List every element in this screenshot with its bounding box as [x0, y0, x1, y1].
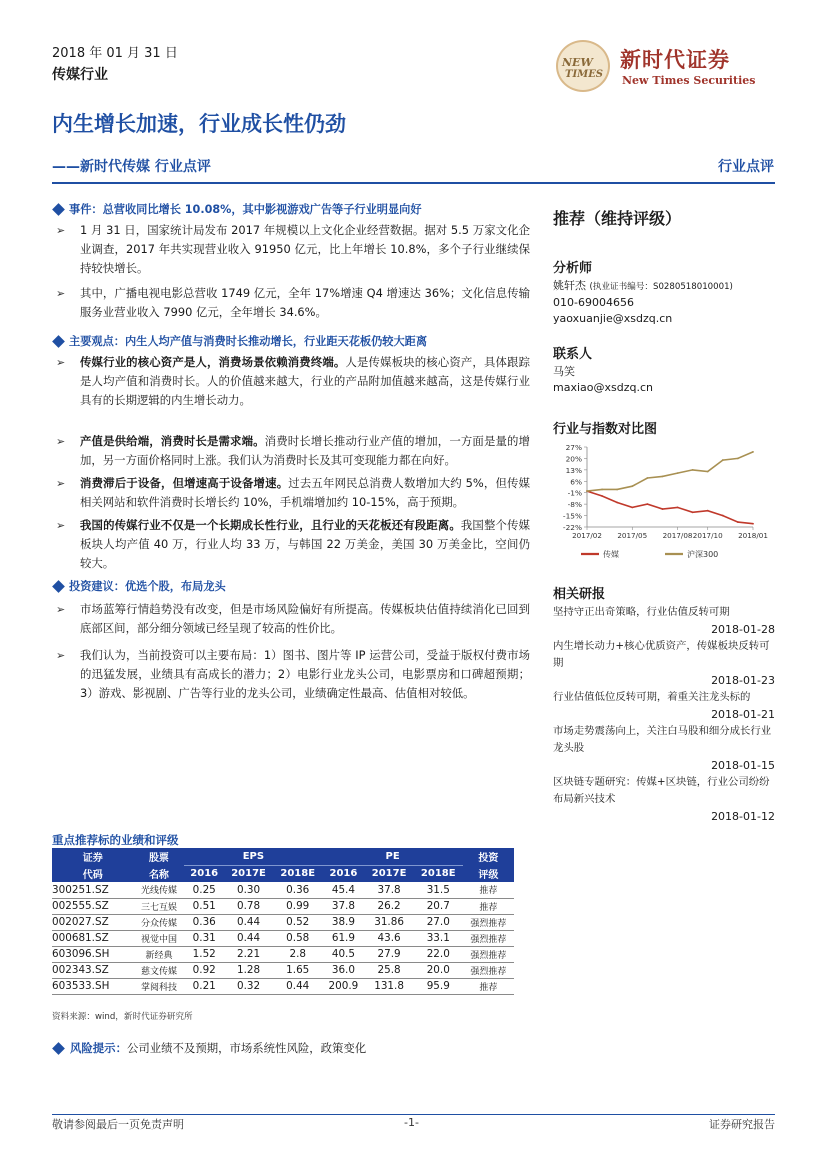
chart-x-tick-label: 2017/02 [572, 531, 602, 540]
column-header-cell: 2017E [224, 865, 273, 882]
table-cell: 22.0 [414, 946, 463, 962]
footer-divider [52, 1114, 775, 1115]
bullet-bold-lead: 产值是供给端，消费时长是需求端。 [80, 434, 265, 448]
chart-point [737, 521, 739, 523]
related-report-date: 2018-01-12 [711, 810, 775, 823]
table-cell: 300251.SZ [52, 882, 133, 898]
column-header-cell: 代码 [52, 865, 133, 882]
chart-point [662, 508, 664, 510]
table-cell: 002555.SZ [52, 898, 133, 914]
table-cell: 000681.SZ [52, 930, 133, 946]
table-cell: 36.0 [322, 962, 364, 978]
group-header-cell: 投资 [463, 848, 514, 865]
analyst-name-line [553, 278, 775, 295]
related-report-date: 2018-01-15 [711, 759, 775, 772]
table-row [52, 946, 514, 962]
analyst-cert: (执业证书编号：S0280518010001) [589, 282, 733, 292]
table-cell: 25.8 [365, 962, 414, 978]
diamond-bullet-icon [52, 580, 65, 593]
chart-y-tick-label: 13% [565, 465, 582, 475]
related-report-title[interactable]: 坚持守正出奇策略，行业估值反转可期 [553, 606, 730, 618]
logo-mark-line2: TIMES [565, 69, 604, 80]
logo-mark [556, 40, 610, 92]
table-cell: 强烈推荐 [463, 946, 514, 962]
chart-point [586, 490, 588, 492]
header-divider [52, 182, 775, 184]
table-group-header [52, 848, 514, 865]
arrow-bullet-icon: ➢ [56, 649, 66, 662]
related-report-date: 2018-01-23 [711, 674, 775, 687]
table-cell: 20.0 [414, 962, 463, 978]
bullet-text [80, 474, 530, 512]
table-cell: 0.58 [273, 930, 322, 946]
bullet-text [80, 353, 530, 410]
chart-x-tick-label: 2017/08 [662, 531, 693, 540]
analyst-email[interactable]: yaoxuanjie@xsdzq.cn [553, 312, 673, 325]
related-list [553, 604, 775, 825]
table-row [52, 882, 514, 898]
related-report-title[interactable]: 内生增长动力+核心优质资产，传媒板块反转可期 [553, 640, 770, 669]
table-cell: 31.5 [414, 882, 463, 898]
report-type: 行业点评 [718, 159, 774, 175]
table-cell: 0.51 [184, 898, 223, 914]
table-cell: 光线传媒 [133, 882, 184, 898]
table-cell: 推荐 [463, 882, 514, 898]
bullet-item [52, 221, 530, 278]
related-report[interactable] [553, 774, 775, 825]
table-row [52, 962, 514, 978]
bullet-item [52, 516, 530, 573]
chart-point [692, 511, 694, 513]
chart-point [601, 495, 603, 497]
table-cell: 37.8 [322, 898, 364, 914]
main-content [52, 198, 530, 703]
bullet-item [52, 474, 530, 512]
table-cell: 0.31 [184, 930, 223, 946]
table-cell: 0.92 [184, 962, 223, 978]
related-report[interactable] [553, 638, 775, 689]
column-header-cell: 2016 [184, 865, 223, 882]
report-date: 2018 年 01 月 31 日 [52, 46, 178, 61]
analyst-heading: 分析师 [553, 261, 593, 276]
bullet-item [52, 646, 530, 703]
table-cell: 603533.SH [52, 978, 133, 994]
table-cell: 0.36 [273, 882, 322, 898]
table-source: 资料来源：wind，新时代证券研究所 [52, 1012, 193, 1022]
table-cell: 40.5 [322, 946, 364, 962]
footer-disclaimer: 敬请参阅最后一页免责声明 [52, 1118, 184, 1131]
related-report-date: 2018-01-21 [711, 708, 775, 721]
chart-x-tick-label: 2017/05 [617, 531, 648, 540]
bullet-bold-lead: 消费滞后于设备，但增速高于设备增速。 [80, 476, 289, 490]
chart-y-tick-label: -15% [562, 511, 582, 521]
table-cell: 0.32 [224, 978, 273, 994]
analyst-name: 姚轩杰 [553, 279, 586, 292]
table-cell: 27.9 [365, 946, 414, 962]
table-cell: 1.65 [273, 962, 322, 978]
bullet-bold-lead: 传媒行业的核心资产是人，消费场景依赖消费终端。 [80, 355, 346, 369]
chart-point [662, 475, 664, 477]
chart-legend-label: 沪深300 [687, 550, 719, 559]
contact-heading: 联系人 [553, 347, 593, 362]
chart-point [707, 510, 709, 512]
contact-name: 马笑 [553, 365, 575, 378]
table-cell: 0.44 [224, 930, 273, 946]
column-header-cell: 评级 [463, 865, 514, 882]
section-heading [52, 332, 530, 351]
chart-y-tick-label: -22% [562, 523, 582, 532]
risk-text: 公司业绩不及预期，市场系统性风险，政策变化 [126, 1041, 367, 1055]
table-cell: 37.8 [365, 882, 414, 898]
column-header-cell: 2017E [365, 865, 414, 882]
arrow-bullet-icon: ➢ [56, 224, 66, 237]
group-header-cell: EPS [184, 848, 322, 865]
arrow-bullet-icon: ➢ [56, 287, 66, 300]
related-report-title[interactable]: 市场走势震荡向上，关注白马股和细分成长行业龙头股 [553, 725, 772, 754]
table-cell: 分众传媒 [133, 914, 184, 930]
bullet-body: 人是传媒板块的核心资产，具体跟踪是人均产值和消费时长。人的价值越来越大，行业的产品附加值越来越高，这是传媒行业具有的长期逻辑的内生增长动力。 [80, 355, 530, 407]
table-cell: 0.44 [273, 978, 322, 994]
table-cell: 61.9 [322, 930, 364, 946]
table-cell: 43.6 [365, 930, 414, 946]
risk-label: 风险提示： [70, 1041, 127, 1055]
page-number: -1- [404, 1116, 419, 1129]
table-cell: 强烈推荐 [463, 914, 514, 930]
chart-y-tick-label: -1% [567, 488, 582, 498]
table-cell: 新经典 [133, 946, 184, 962]
bullet-body: 过去五年网民总消费人数增加大约 5%，但传媒相关网站和软件消费时长增长约 10%，手机端增加约 10-15%，高于预期。 [80, 476, 530, 509]
bullet-text: 1 月 31 日，国家统计局发布 2017 年规模以上文化企业经营数据。据对 5.5 万家文化企业调查，2017 年共实现营业收入 91950 亿元，比上年增长 10.8%，多个子行业继续保持较快增长。 [80, 223, 530, 275]
table-cell: 0.21 [184, 978, 223, 994]
table-cell: 200.9 [322, 978, 364, 994]
table-cell: 002343.SZ [52, 962, 133, 978]
chart-point [737, 458, 739, 460]
table-cell: 38.9 [322, 914, 364, 930]
industry-label: 传媒行业 [52, 67, 108, 83]
section-heading [52, 200, 530, 219]
related-report-title[interactable]: 区块链专题研究：传媒+区块链，行业公司纷纷布局新兴技术 [553, 776, 770, 805]
bullet-body: 消费时长增长推动行业产值的增加，一方面是量的增加，另一方面价格同时上涨。我们认为消费时长及其可变现能力都在向好。 [80, 434, 530, 467]
table-cell: 31.86 [365, 914, 414, 930]
table-cell: 三七互娱 [133, 898, 184, 914]
table-cell: 33.1 [414, 930, 463, 946]
chart-point [752, 523, 754, 525]
chart-point [631, 507, 633, 509]
table-row [52, 914, 514, 930]
risk-note [52, 1040, 366, 1056]
group-header-cell: 股票 [133, 848, 184, 865]
chart-point [631, 485, 633, 487]
logo-english-name: New Times Securities [622, 74, 756, 87]
bullet-bold-lead: 我国的传媒行业不仅是一个长期成长性行业，且行业的天花板还有段距离。 [80, 518, 461, 532]
report-title: 内生增长加速，行业成长性仍劲 [52, 112, 346, 136]
chart-point [722, 459, 724, 461]
table-cell: 强烈推荐 [463, 930, 514, 946]
chart-point [677, 472, 679, 474]
table-row [52, 930, 514, 946]
arrow-bullet-icon: ➢ [56, 356, 66, 369]
table-cell: 26.2 [365, 898, 414, 914]
table-cell: 0.44 [224, 914, 273, 930]
chart-y-tick-label: 6% [570, 477, 582, 487]
chart-point [677, 507, 679, 509]
recommendation-table [52, 848, 514, 995]
bullet-text: 市场蓝筹行情趋势没有改变，但是市场风险偏好有所提高。传媒板块估值持续消化已回到底部区间，部分细分领域已经呈现了较高的性价比。 [80, 602, 530, 635]
related-report[interactable] [553, 723, 775, 774]
chart-point [752, 451, 754, 453]
arrow-bullet-icon: ➢ [56, 477, 66, 490]
table-column-header [52, 865, 514, 882]
chart-y-tick-label: -8% [567, 500, 582, 510]
table-cell: 45.4 [322, 882, 364, 898]
report-subtitle: ——新时代传媒 行业点评 [52, 159, 211, 175]
bullet-body: 我国整个传媒板块人均产值 40 万，行业人均 33 万，与韩国 22 万美金，美国 30 万美金比，空间仍较大。 [80, 518, 530, 570]
table-cell: 视觉中国 [133, 930, 184, 946]
related-report-date: 2018-01-28 [711, 623, 775, 636]
table-cell: 002027.SZ [52, 914, 133, 930]
chart-point [601, 489, 603, 491]
comparison-chart [553, 441, 775, 565]
section-heading-text: 投资建议：优选个股，布局龙头 [69, 580, 226, 593]
column-header-cell: 2018E [273, 865, 322, 882]
table-cell: 2.21 [224, 946, 273, 962]
table-cell: 推荐 [463, 978, 514, 994]
column-header-cell: 名称 [133, 865, 184, 882]
chart-legend-label: 传媒 [603, 550, 619, 559]
table-cell: 27.0 [414, 914, 463, 930]
logo-mark-line1: NEW [562, 56, 593, 69]
bullet-text [80, 432, 530, 470]
table-cell: 强烈推荐 [463, 962, 514, 978]
chart-y-tick-label: 27% [565, 443, 582, 452]
bullet-text [80, 516, 530, 573]
chart-point [616, 502, 618, 504]
chart-point [722, 515, 724, 517]
diamond-bullet-icon [52, 1042, 65, 1055]
diamond-bullet-icon [52, 335, 65, 348]
chart-point [692, 469, 694, 471]
table-row [52, 898, 514, 914]
arrow-bullet-icon: ➢ [56, 519, 66, 532]
bullet-item [52, 432, 530, 470]
analyst-phone: 010-69004656 [553, 296, 634, 309]
bullet-item [52, 600, 530, 638]
related-report[interactable] [553, 604, 775, 638]
chart-x-tick-label: 2017/10 [692, 531, 723, 540]
chart-point [646, 503, 648, 505]
table-cell: 0.30 [224, 882, 273, 898]
table-cell: 0.52 [273, 914, 322, 930]
chart-series-line [587, 452, 753, 491]
arrow-bullet-icon: ➢ [56, 435, 66, 448]
logo-chinese-name: 新时代证券 [620, 47, 730, 72]
section-heading-text: 事件：总营收同比增长 10.08%，其中影视游戏广告等子行业明显向好 [69, 203, 422, 216]
sidebar [553, 198, 775, 825]
bullet-text: 我们认为，当前投资可以主要布局：1）图书、图片等 IP 运营公司，受益于版权付费市场的迅猛发展，业绩具有高成长的潜力；2）电影行业龙头公司，电影票房和口碑超预期；3）游戏、影视剧、广告等行业的龙头公司，业绩确定性最高、估值相对较低。 [80, 648, 530, 700]
chart-point [616, 489, 618, 491]
contact-email[interactable]: maxiao@xsdzq.cn [553, 381, 653, 394]
table-cell: 2.8 [273, 946, 322, 962]
table-cell: 0.36 [184, 914, 223, 930]
table-cell: 0.78 [224, 898, 273, 914]
diamond-bullet-icon [52, 203, 65, 216]
table-cell: 0.25 [184, 882, 223, 898]
related-heading: 相关研报 [553, 587, 606, 602]
table-cell: 0.99 [273, 898, 322, 914]
chart-x-tick-label: 2018/01 [738, 531, 768, 540]
bullet-text: 其中，广播电视电影总营收 1749 亿元，全年 17%增速 Q4 增速达 36%；文化信息传输服务业营业收入 7990 亿元，全年增长 34.6%。 [80, 286, 530, 319]
table-cell: 慈文传媒 [133, 962, 184, 978]
section-heading-text: 主要观点：内生人均产值与消费时长推动增长，行业距天花板仍较大距离 [69, 335, 428, 348]
related-report[interactable] [553, 689, 775, 723]
bullet-item [52, 284, 530, 322]
table-cell: 131.8 [365, 978, 414, 994]
table-cell: 推荐 [463, 898, 514, 914]
section-heading [52, 577, 530, 596]
footer-report-type: 证券研究报告 [709, 1118, 775, 1131]
group-header-cell: 证券 [52, 848, 133, 865]
chart-heading: 行业与指数对比图 [553, 422, 658, 437]
table-cell: 603096.SH [52, 946, 133, 962]
chart-point [707, 471, 709, 473]
bullet-item [52, 353, 530, 410]
chart-point [646, 477, 648, 479]
table-cell: 20.7 [414, 898, 463, 914]
company-logo [556, 40, 776, 92]
column-header-cell: 2016 [322, 865, 364, 882]
table-cell: 1.52 [184, 946, 223, 962]
table-title: 重点推荐标的业绩和评级 [52, 833, 179, 847]
table-body [52, 882, 514, 994]
chart-y-tick-label: 20% [565, 454, 582, 464]
table-cell: 1.28 [224, 962, 273, 978]
rating: 推荐（维持评级） [553, 209, 682, 228]
arrow-bullet-icon: ➢ [56, 603, 66, 616]
related-report-title[interactable]: 行业估值低位反转可期，着重关注龙头标的 [553, 691, 751, 703]
group-header-cell: PE [322, 848, 463, 865]
chart-series-line [587, 491, 753, 524]
table-cell: 掌阅科技 [133, 978, 184, 994]
table-cell: 95.9 [414, 978, 463, 994]
table-row [52, 978, 514, 994]
column-header-cell: 2018E [414, 865, 463, 882]
